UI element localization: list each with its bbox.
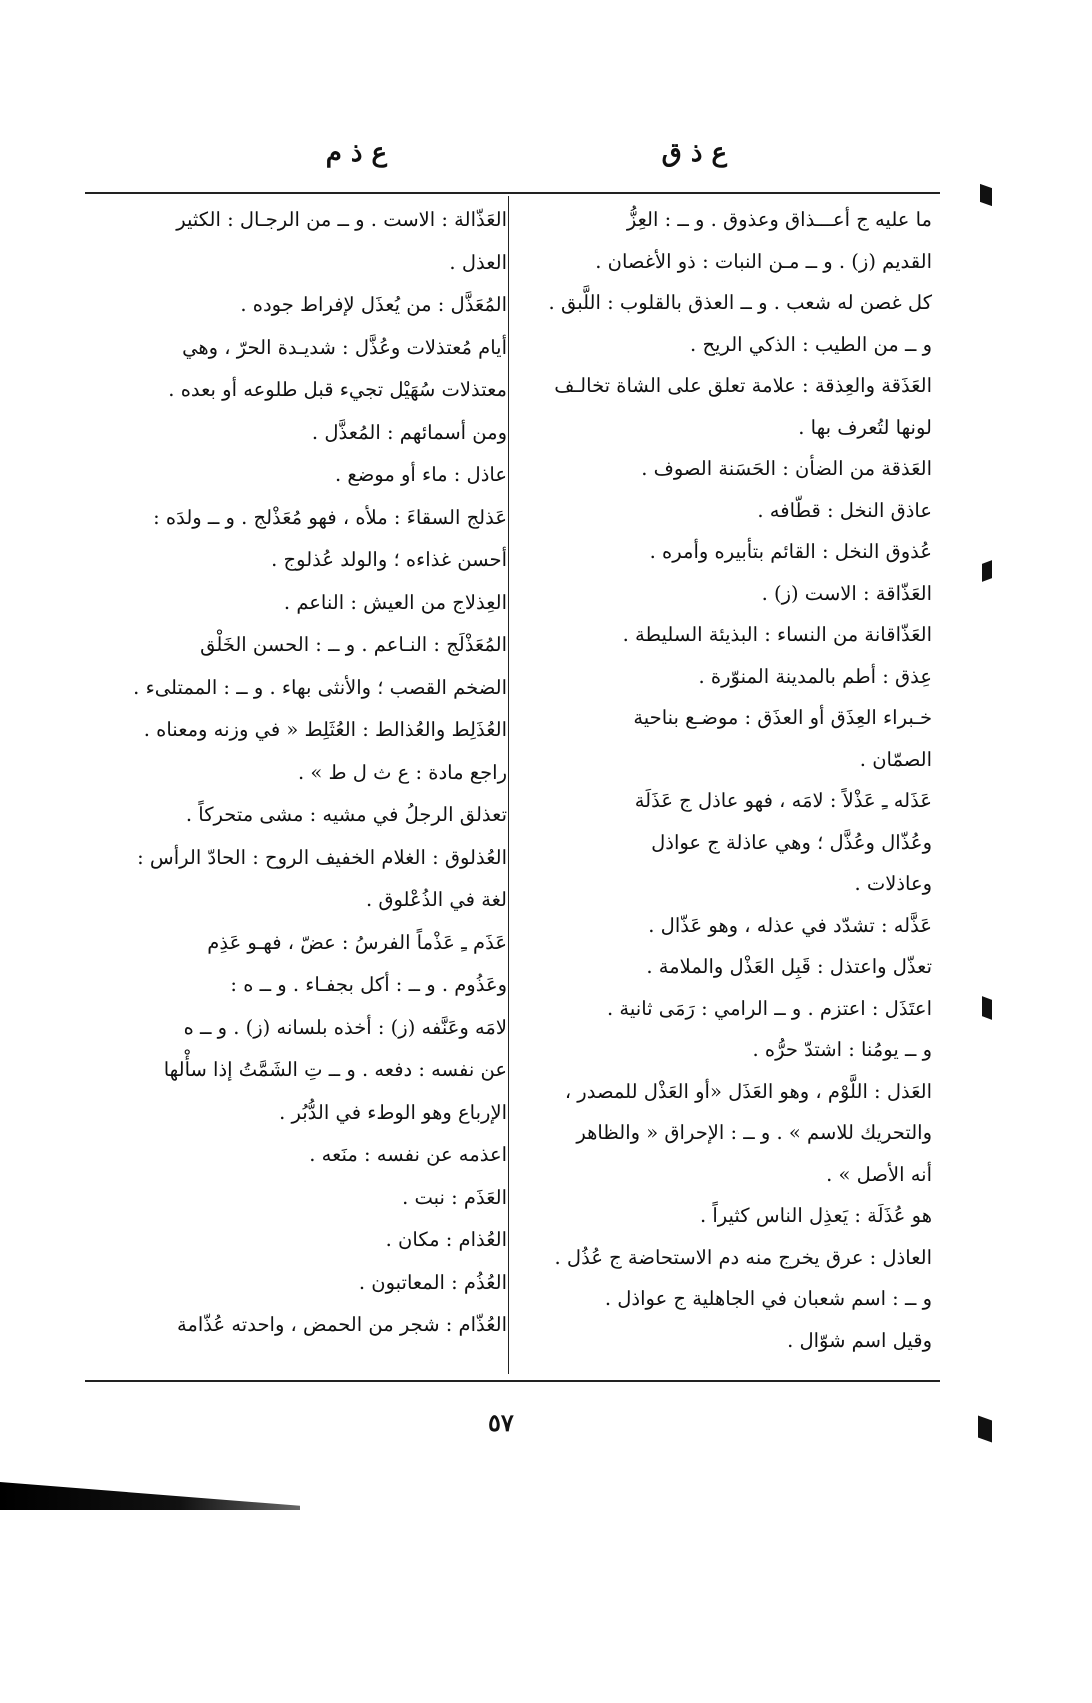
right-column-line: عَذَله ـِ عَذْلاً : لامَه ، فهو عاذل ج عَذَلَة: [634, 789, 932, 812]
right-column-line: كل غصن له شعب . و ــ العذق بالقلوب : اللَّبق .: [548, 291, 932, 314]
header-right-root: ع ذ ق: [661, 138, 727, 168]
left-column-line: العِذلاج من العيش : الناعم .: [283, 590, 507, 614]
left-column-line: المُعَذَّل : من يُعذَل لإفراط جوده .: [240, 293, 507, 316]
right-column-line: وعاذلات .: [854, 872, 932, 895]
left-column-line: عَذلج السقاءَ : ملأه ، فهو مُعَذْلج . و ــ ولدَه :: [153, 505, 507, 529]
right-column-line: و ــ من الطيب : الذكي الريح .: [690, 332, 932, 356]
right-column-line: و ــ : اسم شعبان في الجاهلية ج عواذل .: [604, 1287, 932, 1310]
column-divider: [508, 196, 509, 1374]
left-column-line: الإرباع وهو الوطء في الدُّبُر .: [279, 1100, 507, 1124]
left-column-line: تعذلق الرجلُ في مشيه : مشى متحركاً .: [185, 803, 507, 826]
left-column-line: ومن أسمائهم : المُعذَّل .: [311, 420, 507, 444]
right-column-line: وقيل اسم شوّال .: [787, 1328, 932, 1352]
left-column-line: الضخم القصب ؛ والأنثى بهاء . و ــ : الممتلىء .: [133, 675, 507, 699]
right-column-line: العاذل : عرق يخرج منه دم الاستحاضة ج عُذُل .: [554, 1245, 932, 1269]
right-column-line: القديم (ز) . و ــ مـن النبات : ذو الأغصان .: [595, 249, 932, 273]
right-column-line: عَذَّله : تشدّد في عذله ، وهو عَذّال .: [648, 913, 932, 937]
right-column-line: عِذق : أطم بالمدينة المنوّرة .: [698, 664, 932, 688]
right-column-line: العَذّاقة : الاست (ز) .: [761, 581, 932, 605]
right-column: [512, 200, 932, 1375]
right-column-line: خـبراء العِذَق أو العذَق : موضـع بناحية: [633, 706, 932, 729]
right-column-line: العَذل : اللَّوْم ، وهو العَذَل «أو العَذْل للمصدر ،: [564, 1079, 932, 1103]
left-column-line: المُعَذْلَج : النـاعم . و ــ : الحسن الخَلْق: [200, 633, 507, 656]
left-column-line: أحسن غذاءه ؛ والولد عُذلوج .: [271, 548, 507, 571]
margin-mark-1: [980, 184, 992, 206]
page-number: ٥٧: [488, 1408, 514, 1437]
right-column-line: العَذَقة والعِذقة : علامة تعلق على الشاة تخالـف: [554, 374, 932, 397]
left-column-line: العُذُم : المعاتبون .: [358, 1270, 507, 1294]
left-column-line: العُذّام : شجر من الحمض ، واحدته عُذّامة: [176, 1313, 507, 1336]
right-column-line: أنه الأصل » .: [826, 1162, 932, 1186]
left-column-line: العُذَلِط والعُذالط : العُثَلِط « في وزنه ومعناه .: [143, 718, 507, 741]
right-column-line: لونها لتُعرف بها .: [798, 415, 932, 439]
left-column-line: عن نفسه : دفعه . و ــ تِ الشَمَّتُ إذا سأْلها: [163, 1058, 507, 1081]
left-column-line: العذل .: [449, 250, 507, 274]
header-left-root: ع ذ م: [325, 138, 387, 168]
left-column-line: راجع مادة : ع ث ل ط » .: [297, 760, 507, 784]
left-column-line: العَذّالة : الاست . و ــ من الرجـال : الكثير: [176, 208, 507, 231]
left-column-line: العَذَم : نبت .: [402, 1185, 507, 1209]
right-column-line: عُذوق النخل : القائم بتأبيره وأمره .: [649, 540, 932, 563]
left-column-line: لامَه وعَنَّفه (ز) : أخذه بلسانه (ز) . و ــ ه: [183, 1015, 507, 1039]
left-column-line: اعذمه عن نفسه : منَعه .: [309, 1143, 507, 1166]
margin-mark-2: [982, 560, 992, 582]
left-column-line: عَذَم ـِ عَذْماً الفرسُ : عضّ ، فهـو عَذِم: [207, 930, 507, 954]
right-column-line: و ــ يومُنا : اشتدّ حرُّه .: [752, 1038, 932, 1061]
left-column-line: لغة في الذُعْلوق .: [365, 888, 507, 911]
scan-edge-bar: [0, 1482, 300, 1510]
left-column-line: العُذلوق : الغلام الخفيف الروح : الحادّ الرأس :: [137, 845, 507, 869]
right-column-line: هو عُذَلَة : يَعذِل الناس كثيراً .: [699, 1204, 932, 1227]
right-column-line: اعتَذَل : اعتزم . و ــ الرامي : رَمَى ثانية .: [607, 996, 932, 1020]
right-column-line: ما عليه ج أعـــذاق وعذوق . و ــ : العِزُّ: [626, 208, 932, 231]
top-rule: [85, 192, 940, 194]
left-column-line: وعَذُوم . و ــ : أكل بجفـاء . و ــ ه :: [230, 973, 507, 996]
right-column-line: وعُذّال وعُذَّل ؛ وهي عاذلة ج عواذل: [651, 830, 932, 854]
left-column-line: معتذلات سُهَيْل تجيء قبل طلوعه أو بعده .: [168, 378, 507, 401]
right-column-line: العَذقة من الضأن : الحَسَنة الصوف .: [641, 457, 932, 480]
right-column-line: والتحريك للاسم » . و ــ : الإحراق « والظاهر: [576, 1121, 932, 1144]
margin-mark-4: [978, 1415, 992, 1442]
left-column-line: العُذام : مكان .: [385, 1228, 507, 1251]
right-column-line: الصمّان .: [859, 747, 932, 771]
left-column: [87, 200, 507, 1375]
right-column-line: العَذّاقانة من النساء : البذيئة السليطة .: [622, 623, 932, 646]
bottom-rule: [85, 1380, 940, 1382]
right-column-line: تعذّل واعتذل : قَبِل العَذْل والملامة .: [646, 955, 932, 978]
margin-mark-3: [982, 996, 992, 1020]
left-column-line: أيام مُعتذلات وعُذَّل : شديـدة الحرّ ، وهي: [182, 335, 507, 359]
right-column-line: عاذق النخل : قطّافه .: [757, 498, 932, 522]
left-column-line: عاذل : ماء أو موضع .: [334, 463, 507, 486]
